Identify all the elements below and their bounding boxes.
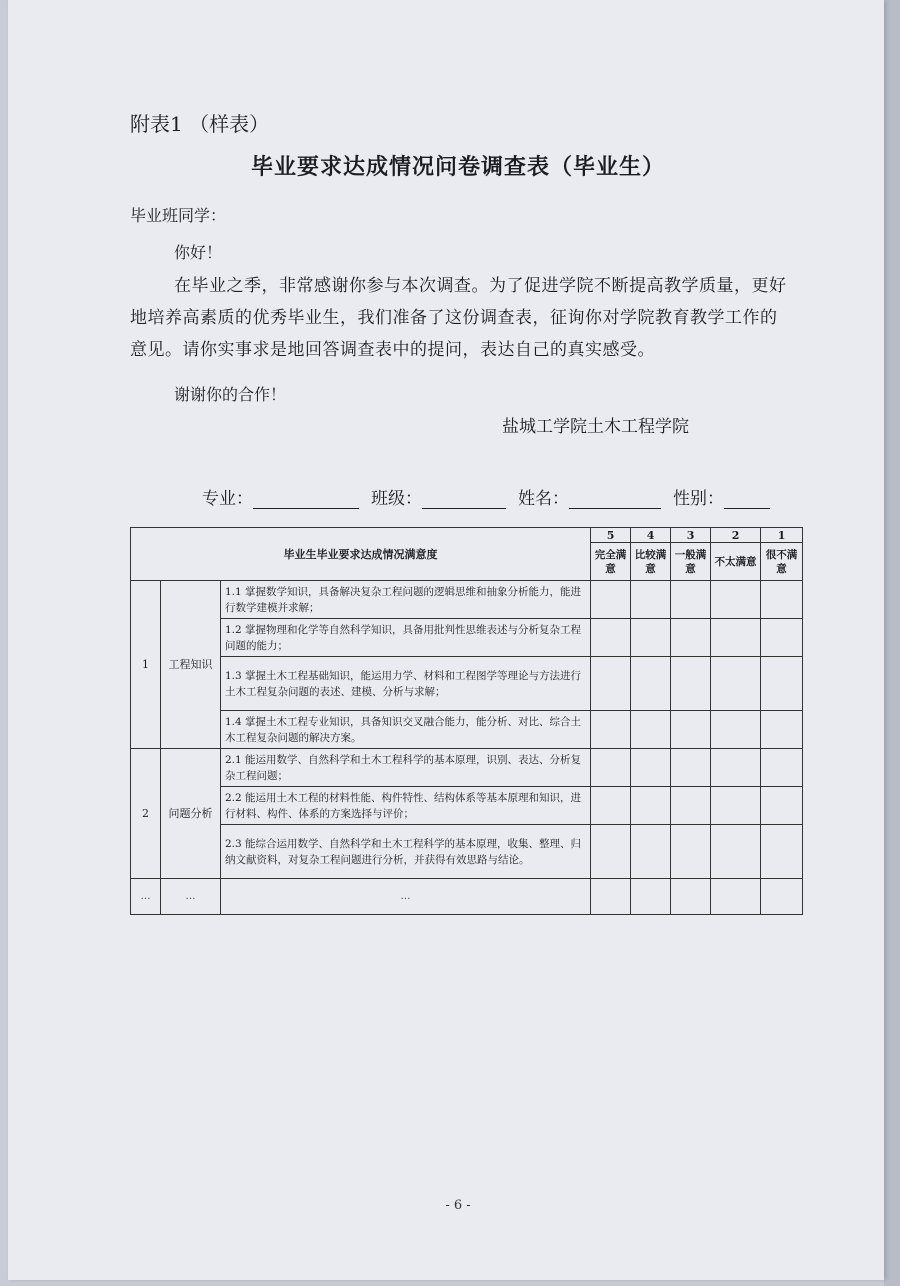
rating-cell[interactable] bbox=[671, 711, 711, 749]
rating-cell[interactable] bbox=[761, 787, 803, 825]
table-row bbox=[131, 787, 803, 825]
signature: 盐城工学院土木工程学院 bbox=[502, 417, 689, 437]
rating-cell[interactable] bbox=[761, 749, 803, 787]
rating-cell[interactable] bbox=[631, 711, 671, 749]
thanks-line: 谢谢你的合作！ bbox=[174, 385, 287, 404]
class-blank[interactable] bbox=[422, 490, 506, 509]
rating-cell[interactable] bbox=[671, 657, 711, 711]
requirement-item: 2.1 能运用数学、自然科学和土木工程科学的基本原理，识别、表达、分析复杂工程问题； bbox=[221, 749, 591, 787]
score-3: 3 bbox=[671, 528, 711, 543]
group-number: 2 bbox=[131, 749, 161, 879]
rating-cell[interactable] bbox=[671, 749, 711, 787]
rating-cell[interactable] bbox=[631, 619, 671, 657]
table-row bbox=[131, 657, 803, 711]
table-row bbox=[131, 619, 803, 657]
table-header: 毕业生毕业要求达成情况满意度 bbox=[131, 528, 591, 581]
rating-cell[interactable] bbox=[631, 581, 671, 619]
ellipsis-cell: … bbox=[161, 879, 221, 915]
rating-cell[interactable] bbox=[591, 581, 631, 619]
page-edge bbox=[884, 0, 900, 1286]
group-category: 工程知识 bbox=[161, 581, 221, 749]
score-label-1: 很不满意 bbox=[761, 543, 803, 581]
rating-cell[interactable] bbox=[761, 711, 803, 749]
rating-cell[interactable] bbox=[591, 879, 631, 915]
gender-blank[interactable] bbox=[724, 490, 770, 509]
requirement-item: 1.1 掌握数学知识，具备解决复杂工程问题的逻辑思维和抽象分析能力，能进行数学建模并求解； bbox=[221, 581, 591, 619]
rating-cell[interactable] bbox=[711, 581, 761, 619]
annex-label: 附表1 （样表） bbox=[130, 112, 270, 136]
ellipsis-cell: … bbox=[131, 879, 161, 915]
major-label: 专业： bbox=[202, 489, 253, 509]
gender-label: 性别： bbox=[673, 489, 724, 509]
rating-cell[interactable] bbox=[631, 825, 671, 879]
score-2: 2 bbox=[711, 528, 761, 543]
greeting: 你好！ bbox=[174, 243, 223, 262]
rating-cell[interactable] bbox=[631, 879, 671, 915]
requirement-item: 1.2 掌握物理和化学等自然科学知识，具备用批判性思维表述与分析复杂工程问题的能力； bbox=[221, 619, 591, 657]
rating-cell[interactable] bbox=[591, 825, 631, 879]
requirement-item: 1.4 掌握土木工程专业知识，具备知识交叉融合能力，能分析、对比、综合土木工程复杂问题的解决方案。 bbox=[221, 711, 591, 749]
document-title: 毕业要求达成情况问卷调查表（毕业生） bbox=[250, 154, 665, 180]
table-row bbox=[131, 749, 803, 787]
rating-cell[interactable] bbox=[671, 879, 711, 915]
requirement-item: 2.3 能综合运用数学、自然科学和土木工程科学的基本原理，收集、整理、归纳文献资料，对复杂工程问题进行分析，并获得有效思路与结论。 bbox=[221, 825, 591, 879]
rating-cell[interactable] bbox=[711, 749, 761, 787]
requirement-item: 2.2 能运用土木工程的材料性能、构件特性、结构体系等基本原理和知识，进行材料、构件、体系的方案选择与评价； bbox=[221, 787, 591, 825]
page-number: - 6 - bbox=[445, 1198, 471, 1213]
table-row bbox=[131, 879, 803, 915]
rating-cell[interactable] bbox=[711, 879, 761, 915]
rating-cell[interactable] bbox=[631, 657, 671, 711]
class-label: 班级： bbox=[371, 489, 422, 509]
score-label-2: 不太满意 bbox=[711, 543, 761, 581]
name-blank[interactable] bbox=[569, 490, 661, 509]
major-blank[interactable] bbox=[253, 490, 359, 509]
name-label: 姓名： bbox=[518, 489, 569, 509]
body-paragraph: 在毕业之季，非常感谢你参与本次调查。为了促进学院不断提高教学质量，更好地培养高素质的优秀毕业生，我们准备了这份调查表，征询你对学院教育教学工作的意见。请你实事求是地回答调查表中的提问，表达自己的真实感受。 bbox=[130, 276, 787, 360]
requirement-item: 1.3 掌握土木工程基础知识，能运用力学、材料和工程图学等理论与方法进行土木工程复杂问题的表述、建模、分析与求解； bbox=[221, 657, 591, 711]
score-label-4: 比较满意 bbox=[631, 543, 671, 581]
group-number: 1 bbox=[131, 581, 161, 749]
rating-cell[interactable] bbox=[671, 825, 711, 879]
rating-cell[interactable] bbox=[761, 619, 803, 657]
rating-cell[interactable] bbox=[711, 787, 761, 825]
rating-cell[interactable] bbox=[761, 825, 803, 879]
rating-cell[interactable] bbox=[671, 619, 711, 657]
score-5: 5 bbox=[591, 528, 631, 543]
rating-cell[interactable] bbox=[761, 879, 803, 915]
rating-cell[interactable] bbox=[671, 581, 711, 619]
score-label-3: 一般满意 bbox=[671, 543, 711, 581]
score-1: 1 bbox=[761, 528, 803, 543]
score-label-5: 完全满意 bbox=[591, 543, 631, 581]
document-page bbox=[8, 0, 884, 1280]
survey-table bbox=[130, 527, 803, 915]
score-4: 4 bbox=[631, 528, 671, 543]
rating-cell[interactable] bbox=[631, 787, 671, 825]
ellipsis-cell: … bbox=[221, 879, 591, 915]
rating-cell[interactable] bbox=[671, 787, 711, 825]
rating-cell[interactable] bbox=[711, 657, 761, 711]
group-category: 问题分析 bbox=[161, 749, 221, 879]
table-row bbox=[131, 825, 803, 879]
rating-cell[interactable] bbox=[711, 711, 761, 749]
rating-cell[interactable] bbox=[631, 749, 671, 787]
rating-cell[interactable] bbox=[591, 657, 631, 711]
rating-cell[interactable] bbox=[591, 749, 631, 787]
rating-cell[interactable] bbox=[711, 825, 761, 879]
table-row bbox=[131, 711, 803, 749]
rating-cell[interactable] bbox=[591, 619, 631, 657]
rating-cell[interactable] bbox=[761, 657, 803, 711]
info-fields bbox=[202, 484, 770, 509]
rating-cell[interactable] bbox=[591, 787, 631, 825]
rating-cell[interactable] bbox=[761, 581, 803, 619]
rating-cell[interactable] bbox=[711, 619, 761, 657]
salutation: 毕业班同学： bbox=[130, 206, 227, 225]
rating-cell[interactable] bbox=[591, 711, 631, 749]
table-row bbox=[131, 581, 803, 619]
